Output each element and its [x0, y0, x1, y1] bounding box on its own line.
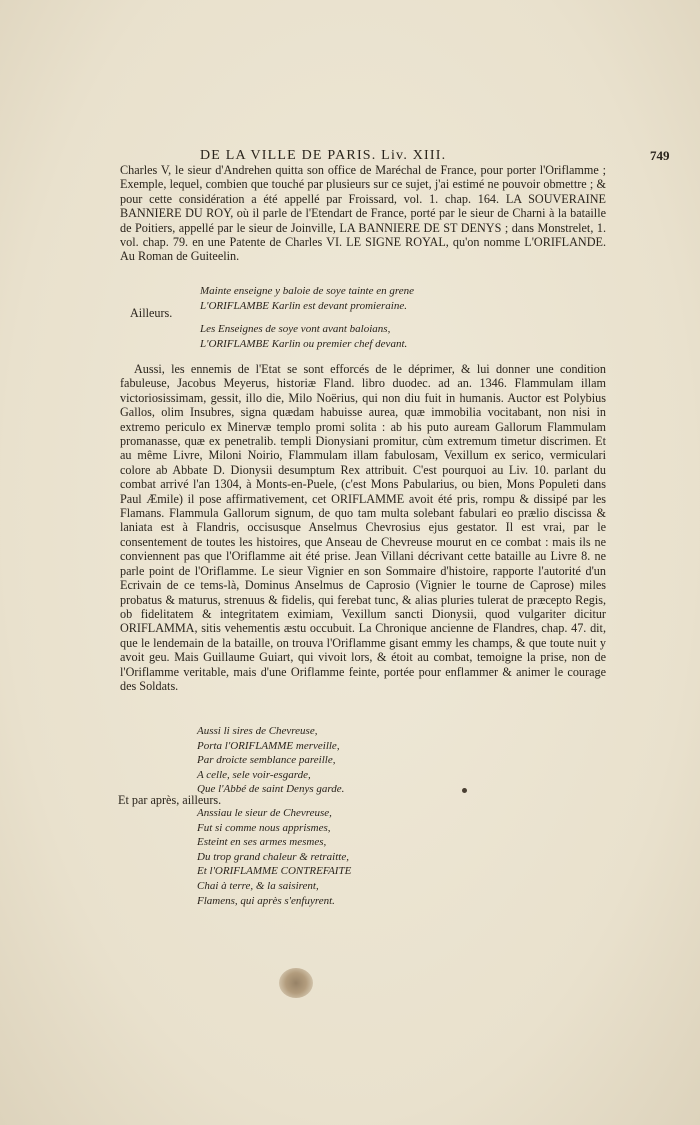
verse-line: L'ORIFLAMBE Karlin ou premier chef devant. — [200, 337, 408, 350]
verse-line: A celle, sele voir-esgarde, — [197, 768, 311, 781]
verse-enseignes — [200, 322, 407, 351]
verse-line: Que l'Abbé de saint Denys garde. — [197, 783, 345, 796]
verse-line: Par droicte semblance pareille, — [197, 754, 336, 767]
verse-line: Porta l'ORIFLAMME merveille, — [197, 739, 340, 752]
page-number: 749 — [650, 148, 670, 163]
verse-line: Flamens, qui après s'enfuyrent. — [197, 894, 335, 907]
running-head: DE LA VILLE DE PARIS. Liv. XIII. — [200, 148, 447, 163]
verse-line: Du trop grand chaleur & retraitte, — [197, 850, 349, 863]
verse-line: Esteint en ses armes mesmes, — [197, 836, 327, 849]
label-et-par-apres: Et par après, ailleurs. — [118, 793, 222, 807]
verse-line: Les Enseignes de soye vont avant baloians, — [200, 323, 391, 335]
verse-line: Aussi li sires de Chevreuse, — [197, 725, 318, 737]
ink-speck — [462, 788, 467, 793]
verse-line: Anssiau le sieur de Chevreuse, — [197, 807, 332, 819]
verse-line: Chai à terre, & la saisirent, — [197, 879, 319, 892]
paragraph-charles-v: Charles V, le sieur d'Andrehen quitta son office de Maréchal de France, pour porter l'Oriflamme ; Exemple, lequel, combien que touché par plusieurs sur ce sujet, j'ai estimé ne pouvoir obmettre ; & pour cette considération a été appellé par Froissard, vol. 1. chap. 164. LA SOUVERAINE BANNIERE DU ROY, où il parle de l'Etendart de France, porté par le sieur de Charni à la bataille de Poitiers, appellé par le sieur de Joinville, LA BANNIERE DE ST DENYS ; dans Monstrelet, 1. vol. chap. 79. en une Patente de Charles VI. LE SIGNE ROYAL, qu'on nomme L'ORIFLANDE. Au Roman de Guiteelin. — [120, 163, 606, 264]
verse-guiart-1 — [197, 724, 344, 797]
label-ailleurs: Ailleurs. — [130, 306, 173, 320]
paper-stain — [279, 968, 313, 998]
verse-line: Mainte enseigne y baloie de soye tainte en grene — [200, 285, 415, 297]
verse-line: Et l'ORIFLAMME CONTREFAITE — [197, 865, 352, 878]
verse-line: L'ORIFLAMBE Karlin est devant promieraine. — [200, 299, 407, 312]
verse-line: Fut si comme nous apprismes, — [197, 821, 331, 834]
paragraph-ennemis: Aussi, les ennemis de l'Etat se sont efforcés de le déprimer, & lui donner une condition fabuleuse, Jacobus Meyerus, historiæ Fland. libro duodec. ad an. 1346. Flammulam illam victoriosissimam, gessit, illo die, Milo Noërius, qui non diu fuit in humanis. Auctor est Polybius Gallos, olim Insubres, signa quædam habuisse aurea, quæ immobilia vocitabant, non nisi in extremo periculo ex Minervæ templo promi solita : ab his puto auream Gallorum Flammulam promanasse, quæ ex penetralib. templi Dionysiani promitur, cùm extremum timetur discrimen. Et au même Livre, Miloni Noirio, Flammulam illam fabulosam, Vexillum ex serico, vermiculari colore ab Abbate D. Dionysii desumptum Rex attribuit. C'est pourquoi au Liv. 10. parlant du combat arrivé l'an 1304, à Monts-en-Puele, (c'est Mons Pabularius, ou bien, Mons Populeti dans Paul Æmile) il pose affirmativement, cet ORIFLAMME avoit été pris, rompu & dissipé par les Flamans. Flammula Gallorum signum, de quo tam multa solebant fabulari eo prælio discissa & laniata est à Flandris, occisusque Anselmus Chevrosius ejus gestator. Il est vrai, par le consentement de toutes les histoires, que Anseau de Chevreuse mourut en ce combat : mais ils ne conviennent pas que l'Oriflamme ait été prise. Jean Villani décrivant cette bataille au Livre 8. ne parle point de l'Oriflamme. Le sieur Vignier en son Sommaire d'histoire, rapporte l'autorité d'un Ecrivain de ce tems-là, Dominus Anselmus de Caprosio (Vignier le tourne de Caprose) miles probatus & maturus, strenuus & fidelis, qui ferebat tunc, & alias pluries tulerat de præcepto Regis, ob fidelitatem & integritatem eximiam, Vexillum sancti Dionysii, quod vulgariter dicitur ORIFLAMMA, sitis vehementis æstu occubuit. La Chronique ancienne de Flandres, chap. 47. dit, que le lendemain de la bataille, on trouva l'Oriflamme gisant emmy les champs, & que toute nuit y avoit geu. Mais Guillaume Guiart, qui vivoit lors, & étoit au combat, temoigne la prise, non de l'Oriflamme veritable, mais d'une Oriflamme feinte, portée pour enflammer & animer le courage des Soldats. — [120, 362, 606, 693]
verse-guiteclin — [200, 284, 414, 313]
verse-guiart-2 — [197, 806, 351, 908]
